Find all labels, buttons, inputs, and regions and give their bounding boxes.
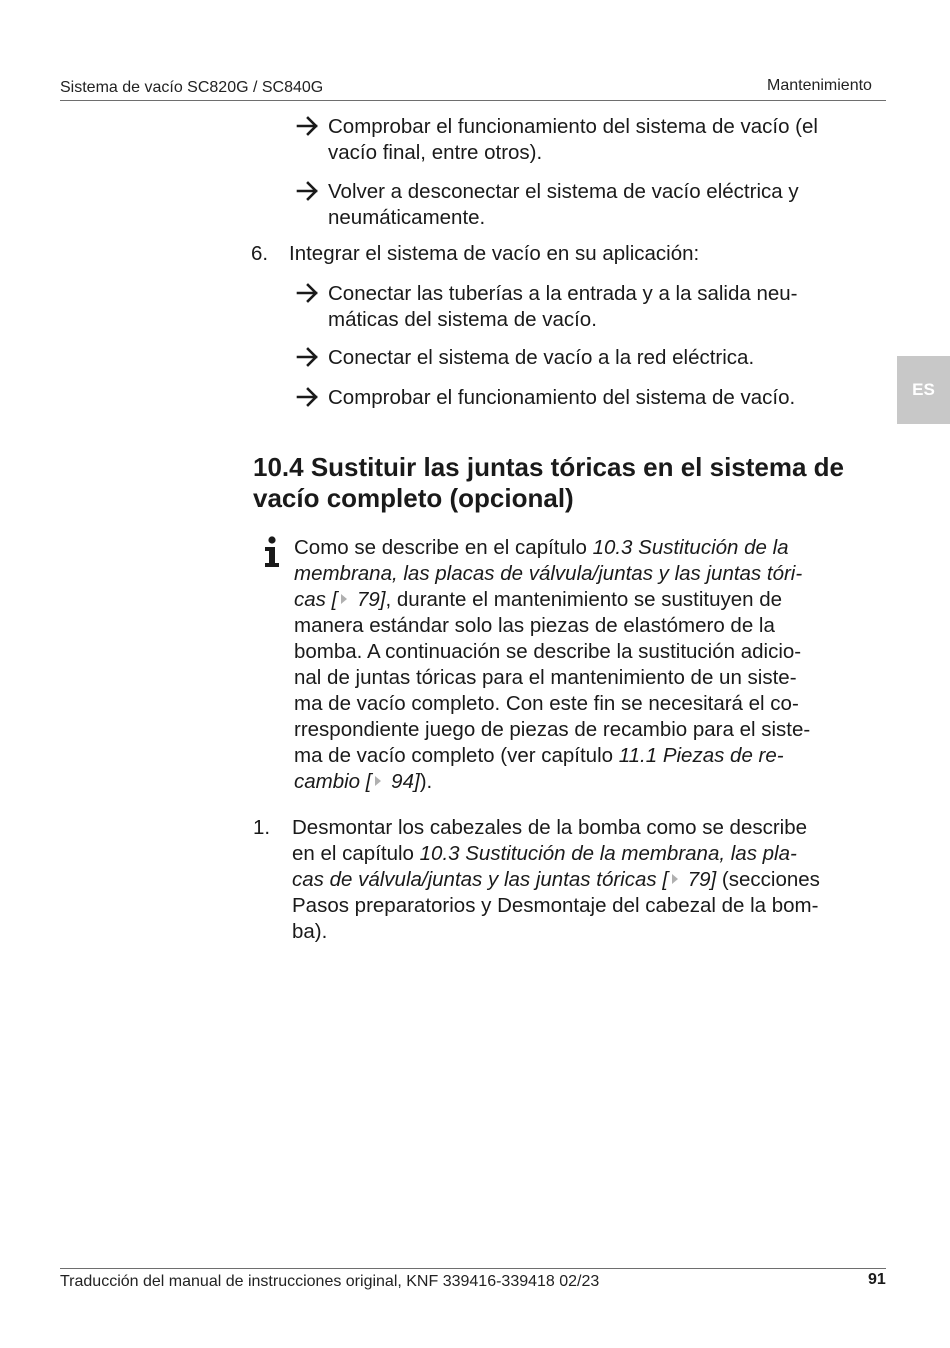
bullet-text: Comprobar el funcionamiento del sistema de vacío. (328, 386, 796, 409)
page-reference-icon (670, 868, 680, 884)
footer-rule (60, 1268, 886, 1269)
arrow-icon (296, 114, 322, 140)
arrow-icon (296, 385, 322, 411)
step-text: Desmontar los cabezales de la bomba como se describe en el capítulo 10.3 Sustitución de la membrana, las pla- cas de válvula/juntas y las juntas tóricas [ 79] (secciones Pasos preparatorios y Desmontaje del cabezal de la bom- ba). (292, 816, 820, 943)
page-reference-icon (373, 770, 383, 786)
running-header-right: Mantenimiento (767, 77, 872, 94)
step-number: 1. (253, 816, 271, 839)
header-rule (60, 100, 886, 101)
footer-text: Traducción del manual de instrucciones original, KNF 339416-339418 02/23 (60, 1273, 600, 1290)
page-number: 91 (868, 1271, 886, 1288)
arrow-icon (296, 345, 322, 371)
bullet-text: Conectar las tuberías a la entrada y a la salida neu- máticas del sistema de vacío. (328, 282, 798, 331)
bullet-text: Volver a desconectar el sistema de vacío eléctrica y neumáticamente. (328, 180, 799, 229)
page-reference-icon (339, 588, 349, 604)
info-note: Como se describe en el capítulo 10.3 Sustitución de la membrana, las placas de válvula/juntas y las juntas tóri- cas [ 79], durante el mantenimiento se sustituyen de manera estándar solo las piezas de elastómero de la bomba. A continuación se describe la sustitución adicio- nal de juntas tóricas para el mantenimiento de un siste- ma de vacío completo. Con este fin se necesitará el co- rrespondiente juego de piezas de recambio para el siste- ma de vacío completo (ver capítulo 11.1 Piezas de re- cambio [ 94]). (294, 536, 811, 793)
step-text: Integrar el sistema de vacío en su aplicación: (289, 242, 700, 265)
language-tab: ES (897, 356, 950, 424)
section-heading: 10.4 Sustituir las juntas tóricas en el sistema de vacío completo (opcional) (253, 452, 845, 513)
bullet-text: Conectar el sistema de vacío a la red eléctrica. (328, 346, 755, 369)
step-number: 6. (251, 242, 269, 265)
running-header-left: Sistema de vacío SC820G / SC840G (60, 79, 324, 96)
arrow-icon (296, 179, 322, 205)
info-icon (262, 536, 282, 568)
bullet-text: Comprobar el funcionamiento del sistema de vacío (el vacío final, entre otros). (328, 115, 818, 164)
arrow-icon (296, 281, 322, 307)
